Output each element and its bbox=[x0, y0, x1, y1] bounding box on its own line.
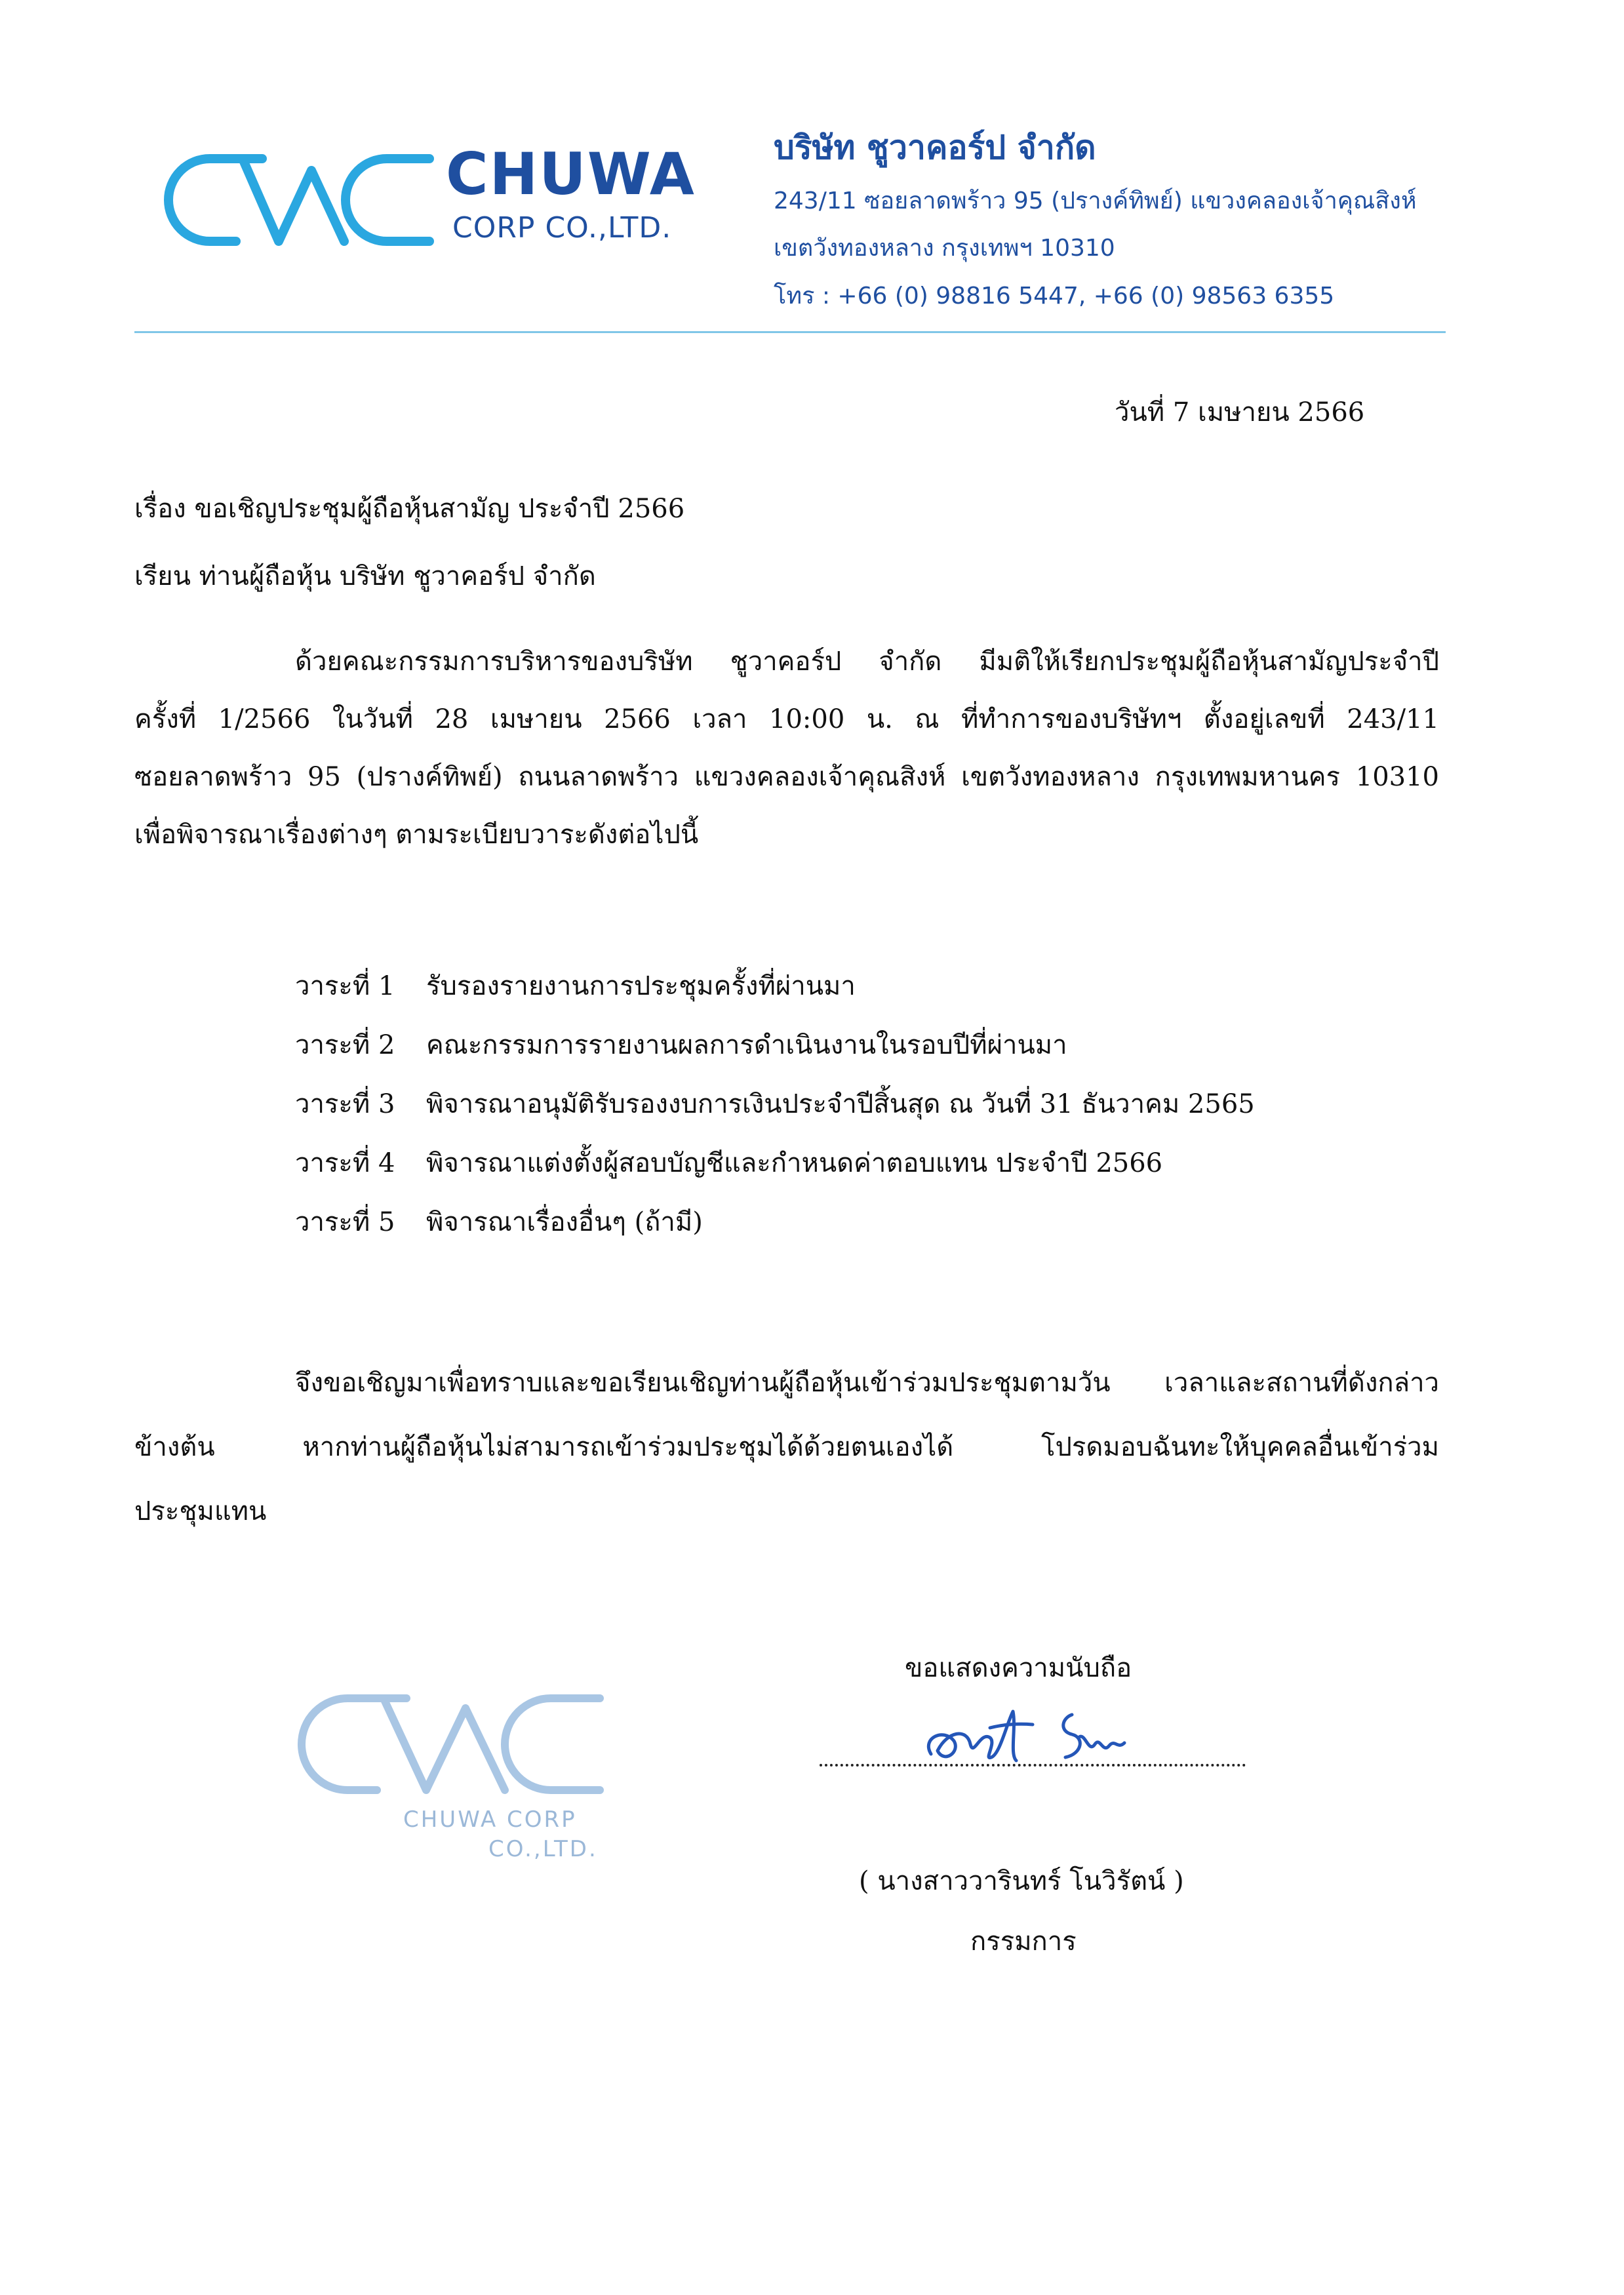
intro-line-1: ด้วยคณะกรรมการบริหารของบริษัท ชูวาคอร์ป จำกัด มีมติให้เรียกประชุมผู้ถือหุ้นสามัญประจำปี bbox=[295, 647, 1439, 677]
agenda-item bbox=[295, 970, 856, 1002]
company-logo-icon bbox=[164, 144, 439, 256]
regards-text: ขอแสดงความนับถือ bbox=[905, 1653, 1132, 1683]
intro-line-3: ซอยลาดพร้าว 95 (ปรางค์ทิพย์) ถนนลาดพร้าว แขวงคลองเจ้าคุณสิงห์ เขตวังทองหลาง กรุงเทพมหานคร 10310 bbox=[134, 762, 1439, 792]
agenda-text: พิจารณาเรื่องอื่นๆ (ถ้ามี) bbox=[426, 1207, 703, 1237]
address-line-1: 243/11 ซอยลาดพร้าว 95 (ปรางค์ทิพย์) แขวงคลองเจ้าคุณสิงห์ bbox=[774, 188, 1417, 214]
intro-line-4: เพื่อพิจารณาเรื่องต่างๆ ตามระเบียบวาระดังต่อไปนี้ bbox=[134, 820, 699, 850]
agenda-number: วาระที่ 5 bbox=[295, 1207, 395, 1237]
company-name: บริษัท ชูวาคอร์ป จำกัด bbox=[774, 129, 1096, 167]
closing-line-3: ประชุมแทน bbox=[134, 1496, 267, 1527]
agenda-text: รับรองรายงานการประชุมครั้งที่ผ่านมา bbox=[426, 971, 856, 1001]
closing-line-1: จึงขอเชิญมาเพื่อทราบและขอเรียนเชิญท่านผู้ถือหุ้นเข้าร่วมประชุมตามวัน เวลาและสถานที่ดังกล่าว bbox=[295, 1368, 1439, 1398]
closing-line-2: ข้างต้น หากท่านผู้ถือหุ้นไม่สามารถเข้าร่วมประชุมได้ด้วยตนเองได้ โปรดมอบฉันทะให้บุคคลอื่นเข้าร่วม bbox=[134, 1432, 1439, 1462]
stamp-line-1: CHUWA CORP bbox=[403, 1806, 577, 1833]
closing-paragraph bbox=[134, 1367, 1439, 1527]
signature-line bbox=[820, 1764, 1246, 1766]
agenda-number: วาระที่ 2 bbox=[295, 1030, 395, 1060]
signer-title: กรรมการ bbox=[970, 1926, 1077, 1957]
logo-wordmark: CHUWA bbox=[446, 140, 696, 208]
agenda-text: พิจารณาแต่งตั้งผู้สอบบัญชีและกำหนดค่าตอบแทน ประจำปี 2566 bbox=[426, 1148, 1163, 1178]
letter-recipient: เรียน ท่านผู้ถือหุ้น บริษัท ชูวาคอร์ป จำกัด bbox=[134, 561, 596, 591]
agenda-number: วาระที่ 1 bbox=[295, 971, 395, 1001]
letter-subject: เรื่อง ขอเชิญประชุมผู้ถือหุ้นสามัญ ประจำปี 2566 bbox=[134, 494, 685, 524]
agenda-item bbox=[295, 1207, 703, 1238]
agenda-item bbox=[295, 1029, 1067, 1061]
intro-line-2: ครั้งที่ 1/2566 ในวันที่ 28 เมษายน 2566 เวลา 10:00 น. ณ ที่ทำการของบริษัทฯ ตั้งอยู่เลขที่ 243/11 bbox=[134, 704, 1439, 734]
intro-paragraph bbox=[134, 646, 1439, 850]
address-line-2: เขตวังทองหลาง กรุงเทพฯ 10310 bbox=[774, 235, 1115, 262]
agenda-number: วาระที่ 3 bbox=[295, 1089, 395, 1119]
logo-subtitle: CORP CO.,LTD. bbox=[452, 211, 672, 245]
agenda-item bbox=[295, 1088, 1255, 1120]
header-divider bbox=[134, 331, 1446, 333]
signer-name: ( นางสาววารินทร์ โนวิรัตน์ ) bbox=[859, 1866, 1184, 1896]
company-stamp-icon bbox=[292, 1679, 606, 1810]
agenda-number: วาระที่ 4 bbox=[295, 1148, 395, 1178]
agenda-text: คณะกรรมการรายงานผลการดำเนินงานในรอบปีที่ผ่านมา bbox=[426, 1030, 1067, 1060]
stamp-line-2: CO.,LTD. bbox=[488, 1836, 598, 1862]
phone-line: โทร : +66 (0) 98816 5447, +66 (0) 98563 6355 bbox=[774, 283, 1335, 309]
agenda-text: พิจารณาอนุมัติรับรองงบการเงินประจำปีสิ้นสุด ณ วันที่ 31 ธันวาคม 2565 bbox=[426, 1089, 1255, 1119]
letter-date: วันที่ 7 เมษายน 2566 bbox=[1115, 397, 1365, 428]
agenda-item bbox=[295, 1148, 1162, 1179]
